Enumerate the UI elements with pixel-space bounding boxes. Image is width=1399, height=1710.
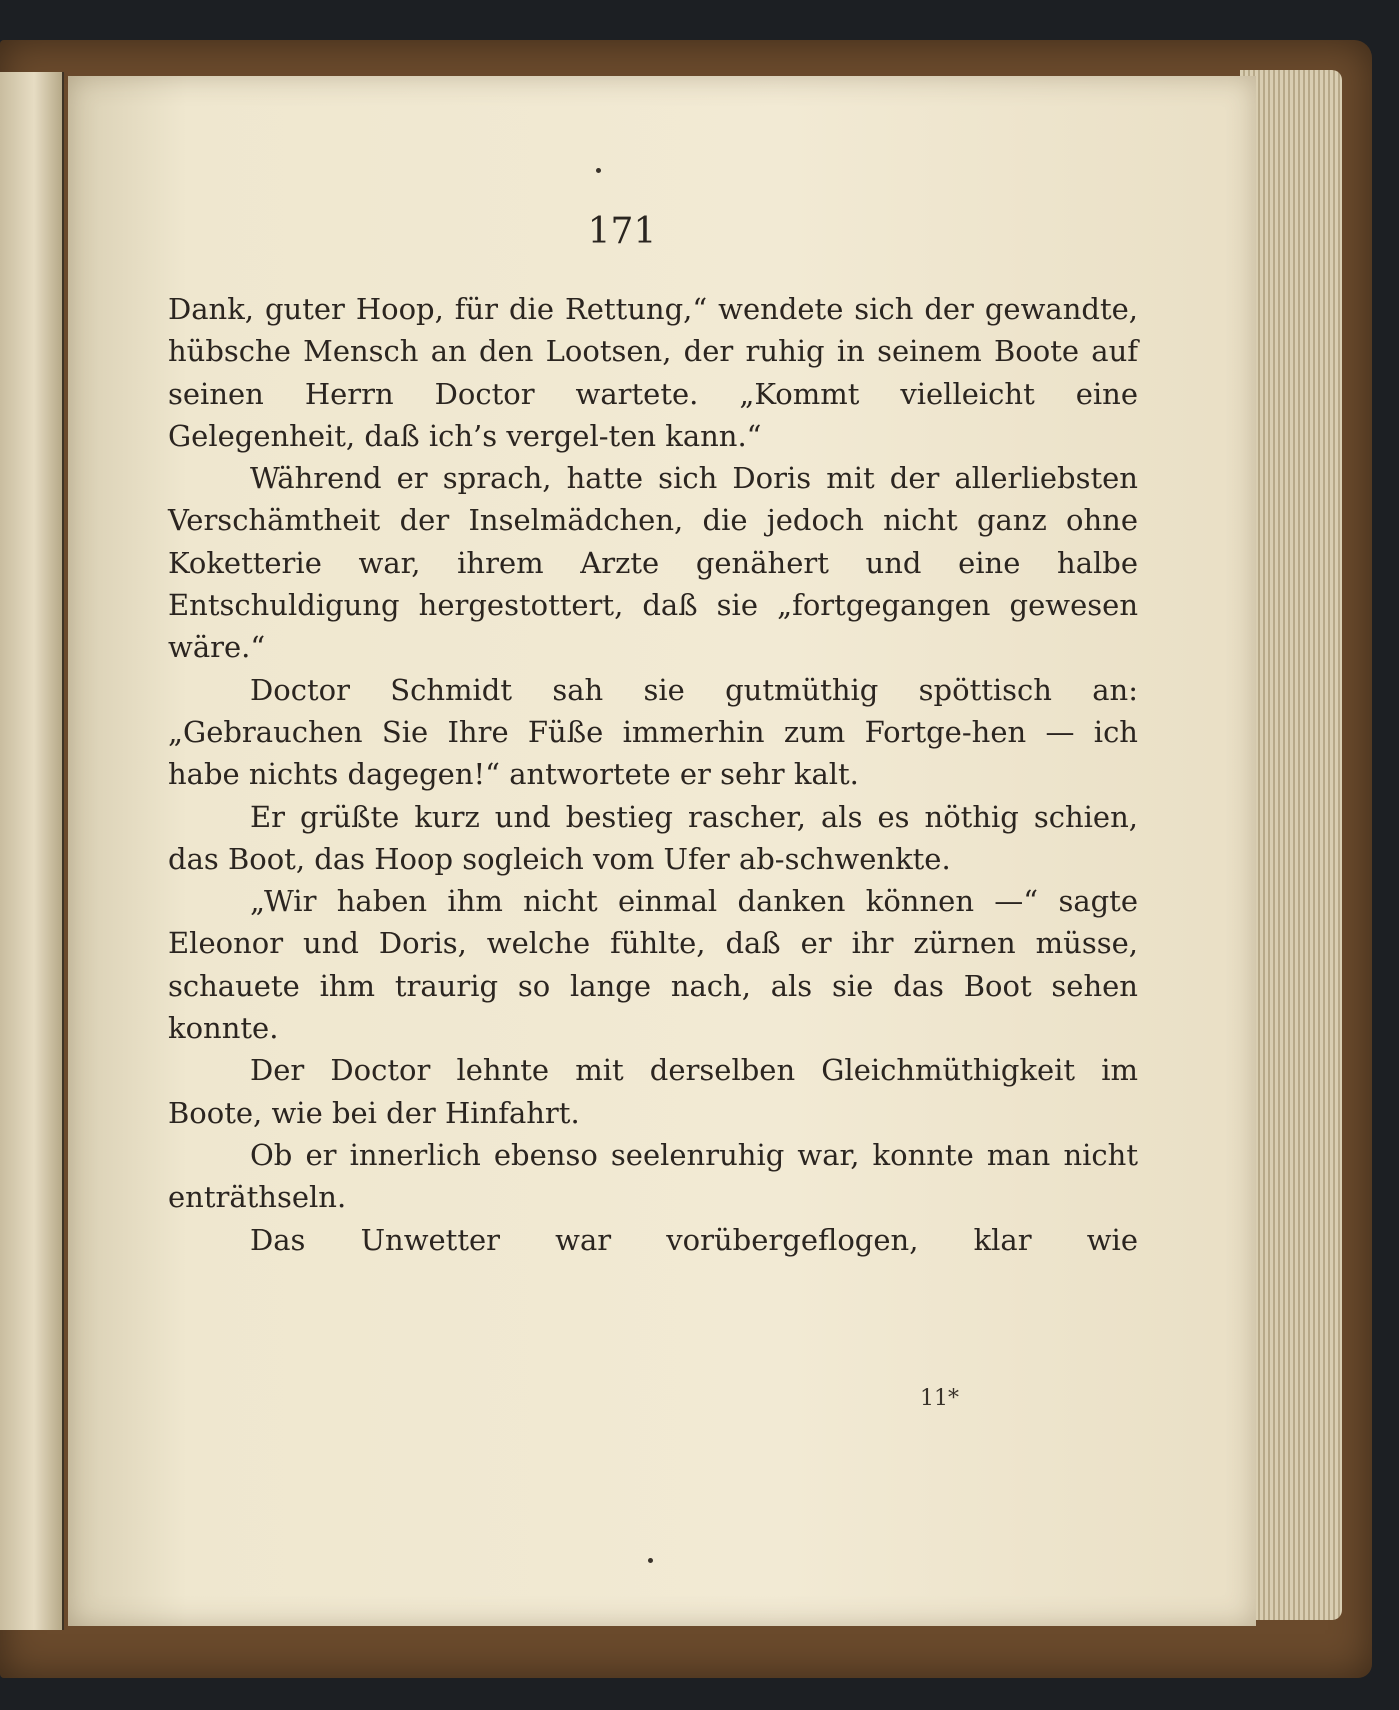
paragraph-3: Doctor Schmidt sah sie gutmüthig spöttisch an: „Gebrauchen Sie Ihre Füße immerhin zum Fortge-hen — ich habe nichts dagegen!“ antwortete er sehr kalt. [168, 672, 1138, 792]
paragraph-2: Während er sprach, hatte sich Doris mit der allerliebsten Verschämtheit der Inselmädchen, die jedoch nicht ganz ohne Koketterie war, ihrem Arzte genähert und eine halbe Entschuldigung hergestottert, daß sie „fortgegangen gewesen wäre.“ [168, 461, 1138, 665]
book-page [68, 76, 1256, 1626]
paragraph-1: Dank, guter Hoop, für die Rettung,“ wendete sich der gewandte, hübsche Mensch an den Lootsen, der ruhig in seinem Boote auf seinen Herrn Doctor wartete. „Kommt vielleicht eine Gelegenheit, daß ich’s vergel-ten kann.“ [168, 292, 1138, 453]
paragraph-6: Der Doctor lehnte mit derselben Gleichmüthigkeit im Boote, wie bei der Hinfahrt. [168, 1053, 1138, 1130]
paragraph-7: Ob er innerlich ebenso seelenruhig war, konnte man nicht enträthseln. [168, 1137, 1138, 1215]
ink-dot [596, 168, 601, 173]
page-number: 171 [587, 211, 657, 252]
paragraph-8: Das Unwetter war vorübergeflogen, klar wie [250, 1222, 1138, 1257]
left-page-edge [0, 72, 64, 1630]
paragraph-5: „Wir haben ihm nicht einmal danken können —“ sagte Eleonor und Doris, welche fühlte, daß er ihr zürnen müsse, schauete ihm traurig so lange nach, als sie das Boot sehen konnte. [168, 884, 1138, 1046]
signature-mark: 11* [920, 1386, 959, 1411]
paragraph-4: Er grüßte kurz und bestieg rascher, als es nöthig schien, das Boot, das Hoop sogleich vom Ufer ab-schwenkte. [168, 799, 1138, 876]
page-text [168, 288, 1138, 1261]
ink-dot [648, 1558, 653, 1563]
